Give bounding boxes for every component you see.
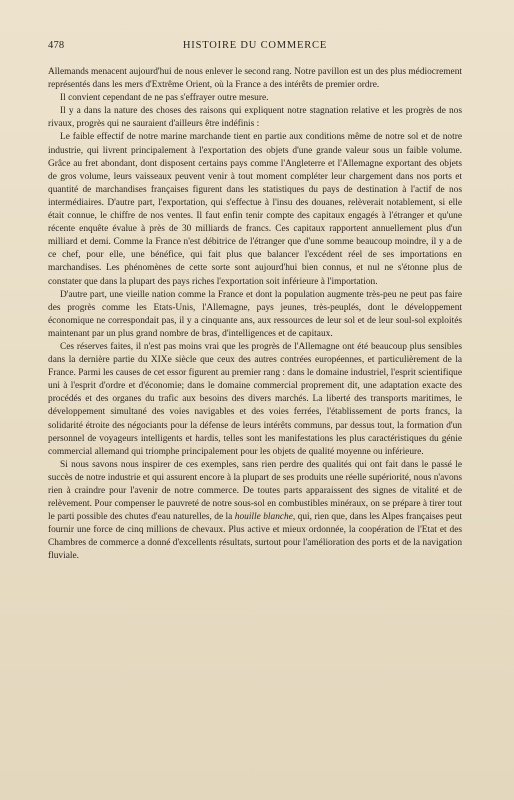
- body-text: [48, 66, 462, 564]
- paragraph-text: , qui, rien que, dans les Alpes françaises peut fournir une force de cinq millions de chevaux. Plus active et mieux ordonnée, la coopération de l'Etat et des Chambres de commerce a donné d'excellents résultats, surtout pour l'amélioration des ports et de la navigation fluviale.: [48, 512, 462, 562]
- paragraph: Allemands menacent aujourd'hui de nous enlever le second rang. Notre pavillon est un des plus médiocrement représentés dans les mers d'Extrême Orient, où la France a des intérêts de premier ordre.: [48, 67, 462, 91]
- paragraph: Le faible effectif de notre marine marchande tient en partie aux conditions même de notre sol et de notre industrie, qui livrent principalement à l'exportation des objets d'une grande valeur sous un faible volume. Grâce au fret abondant, dont disposent certains pays comme l'Angleterre et l'Allemagne exportant des objets de gros volume, leurs vaisseaux peuvent venir à tout moment compléter leur chargement dans nos ports et quantité de marchandises françaises figurent dans les statistiques du pays de destination à l'actif de nos intermédiaires. D'autre part, l'exportation, qui s'effectue à l'insu des douanes, relèverait notablement, si elle était connue, le chiffre de nos ventes. Il faut enfin tenir compte des capitaux engagés à l'étranger et qu'une récente enquête évalue à près de 30 milliards de francs. Ces capitaux rapportent annuellement plus d'un milliard et demi. Comme la France n'est débitrice de l'étranger que d'une somme beaucoup moindre, il y a de ce chef, pour elle, une bénéfice, qui fait plus que balancer l'excédent réel de ses importations en marchandises. Les phénomènes de cette sorte sont aujourd'hui bien connus, et nul ne s'étonne plus de constater que dans la plupart des pays riches l'exportation soit inférieure à l'importation.: [48, 132, 462, 287]
- italic-term: houille blanche: [234, 512, 293, 523]
- running-title: HISTOIRE DU COMMERCE: [182, 40, 328, 51]
- paragraph: Il y a dans la nature des choses des raisons qui expliquent notre stagnation relative et les progrès de nos rivaux, progrès qui ne sauraient d'ailleurs être indéfinis :: [48, 106, 462, 130]
- paragraph: Ces réserves faites, il n'est pas moins vrai que les progrès de l'Allemagne ont été beaucoup plus sensibles dans la dernière partie du XIXe siècle que ceux des autres contrées européennes, et particulièrement de la France. Parmi les causes de cet essor figurent au premier rang : dans le domaine industriel, l'esprit scientifique uni à l'esprit d'ordre et d'économie; dans le domaine commercial proprement dit, une adaptation exacte des procédés et des organes du trafic aux besoins des divers marchés. La liberté des transports maritimes, le développement simultané des voies navigables et des voies ferrées, l'établissement de ports francs, la solidarité étroite des négociants pour la défense de leurs intérêts communs, par dessus tout, la formation d'un personnel de voyageurs intelligents et hardis, telles sont les manifestations les plus caractéristiques du génie commercial allemand qui triomphe principalement pour les objets de qualité moyenne ou inférieure.: [48, 341, 462, 457]
- paragraph: Il convient cependant de ne pas s'effrayer outre mesure.: [60, 93, 269, 104]
- paragraph-text: Si nous savons nous inspirer de ces exemples, sans rien perdre des qualités qui ont fait dans le passé le succès de notre industrie et qui assurent encore à la plupart de ses produits une réelle supériorité, nous n'avons rien à craindre pour l'avenir de notre commerce. De toutes parts apparaissent des signes de vitalité et de relèvement. Pour compenser le pauvreté de notre sous-sol en combustibles minéraux, on se prépare à tirer tout le parti possible des chutes d'eau naturelles, de la: [48, 459, 462, 523]
- paragraph: D'autre part, une vieille nation comme la France et dont la population augmente très-peu ne peut pas faire des progrès comme les Etats-Unis, l'Allemagne, pays jeunes, très-peuplés, dont le développement économique ne correspondait pas, il y a cinquante ans, aux ressources de leur sol et de leur soul-sol exploités maintenant par un plus grand nombre de bras, d'intelligences et de capitaux.: [48, 289, 462, 339]
- page-header: [48, 40, 462, 54]
- paragraph: [48, 459, 462, 564]
- page-number: 478: [48, 40, 65, 51]
